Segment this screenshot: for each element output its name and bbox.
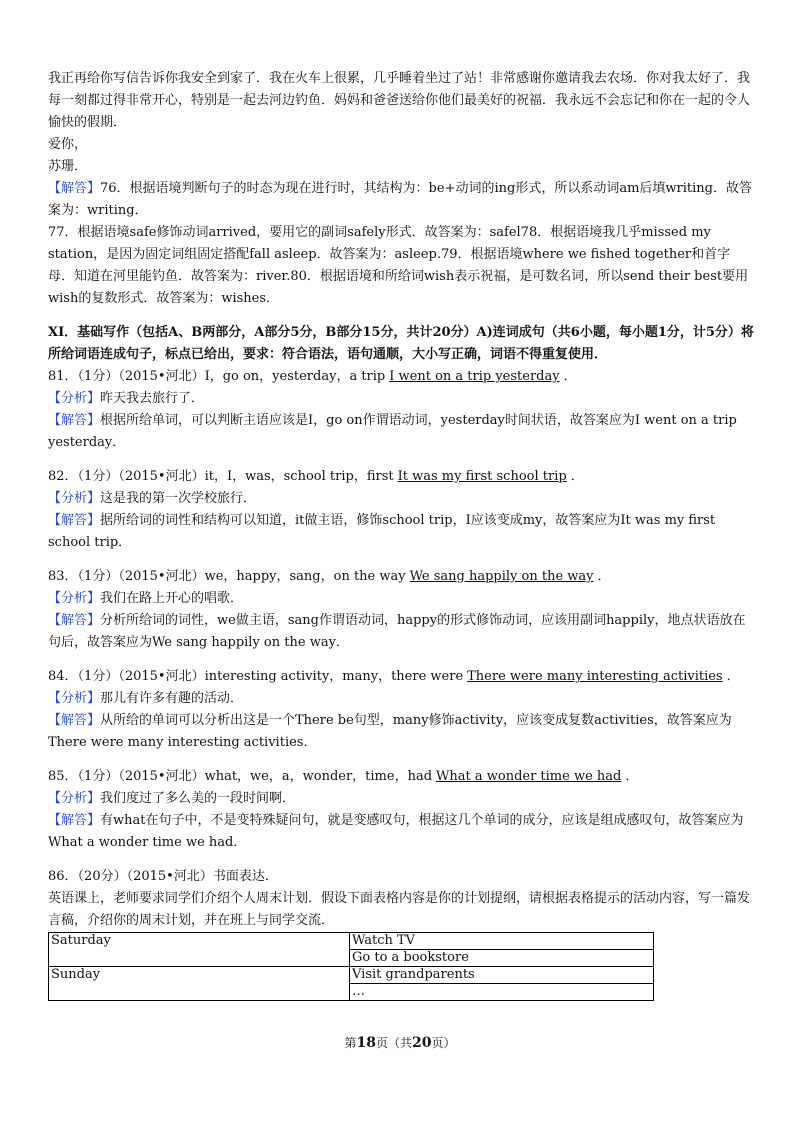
question-prompt: 84．（1分）（2015•河北）interesting activity，many，there were [48,669,464,684]
analysis-tag: 【分析】 [48,691,101,706]
solution-tag: 【解答】 [48,713,101,728]
analysis-tag: 【分析】 [48,791,101,806]
table-cell-day: Saturday [49,933,350,967]
footer-prefix: 第 [344,1036,357,1050]
analysis-82 [48,488,754,510]
question-answer: We sang happily on the way [409,569,594,584]
letter-closing: 爱你， [48,137,88,152]
solution-83 [48,610,754,654]
footer-page-number: 18 [356,1035,376,1051]
solution-text: 据所给词的词性和结构可以知道，it做主语，修饰school trip，I应该变成my，故答案应为It was my first school trip． [48,513,716,550]
analysis-tag: 【分析】 [48,591,101,606]
letter-signature: 苏珊． [48,159,88,174]
answer-76-text: 76．根据语境判断句子的时态为现在进行时，其结构为：be+动词的ing形式，所以系动词am后填writing．故答案为：writing． [48,181,752,218]
table-cell-activity: Go to a bookstore [350,950,654,967]
answer-77-80: 77．根据语境safe修饰动词arrived，要用它的副词safely形式．故答案为：safel78．根据语境我几乎missed my station，是因为固定词组固定搭配fall asleep．故答案为：asleep.79．根据语境where we fished together和首字母．知道在河里能钓鱼．故答案为：river.80．根据语境和所给词wish表示祝福，是可数名词，所以send their best要用wish的复数形式．故答案为：wishes． [48,225,749,306]
analysis-83 [48,588,754,610]
document-page [48,68,754,1001]
solution-text: 有what在句子中，不是变特殊疑问句，就是变感叹句，根据这几个单词的成分，应该是组成感叹句，故答案应为What a wonder time we had． [48,813,744,850]
question-end: ． [563,369,577,384]
question-82 [48,466,754,488]
solution-text: 从所给的单词可以分析出这是一个There be句型，many修饰activity，应该变成复数activities，故答案应为There were many interesting activities． [48,713,732,750]
solution-tag: 【解答】 [48,181,101,196]
question-81 [48,366,754,388]
analysis-text: 那儿有许多有趣的活动． [100,691,244,706]
question-prompt: 85．（1分）（2015•河北）what，we，a，wonder，time，had [48,769,433,784]
analysis-81 [48,388,754,410]
analysis-tag: 【分析】 [48,491,101,506]
question-prompt: 82．（1分）（2015•河北）it，I，was，school trip，first [48,469,394,484]
question-end: ． [597,569,611,584]
table-cell-activity: Watch TV [350,933,654,950]
solution-tag: 【解答】 [48,413,101,428]
analysis-tag: 【分析】 [48,391,101,406]
footer-total-pages: 20 [412,1035,432,1051]
footer-middle: 页（共 [375,1036,412,1050]
solution-84 [48,710,754,754]
question-prompt: 81．（1分）（2015•河北）I，go on，yesterday，a trip [48,369,386,384]
analysis-text: 昨天我去旅行了． [100,391,205,406]
question-end: ． [625,769,639,784]
question-answer: It was my first school trip [397,469,567,484]
solution-82 [48,510,754,554]
table-cell-day: Sunday [49,967,350,1001]
question-83 [48,566,754,588]
question-prompt: 83．（1分）（2015•河北）we，happy，sang，on the way [48,569,406,584]
solution-text: 根据所给单词，可以判断主语应该是I，go on作谓语动词，yesterday时间状语，故答案应为I went on a trip yesterday． [48,413,737,450]
question-86-text: 英语课上，老师要求同学们介绍个人周末计划．假设下面表格内容是你的计划提纲，请根据表格提示的活动内容，写一篇发言稿，介绍你的周末计划，并在班上与同学交流． [48,891,751,928]
solution-tag: 【解答】 [48,813,101,828]
answer-76 [48,178,754,222]
analysis-text: 这是我的第一次学校旅行． [100,491,257,506]
section-title: XI．基础写作（包括A、B两部分，A部分5分，B部分15分，共计20分）A)连词成句（共6小题，每小题1分，计5分）将所给词语连成句子，标点已给出，要求：符合语法，语句通顺，大小写正确，词语不得重复使用． [48,325,754,362]
weekend-plan-table [48,932,654,1001]
question-84 [48,666,754,688]
analysis-text: 我们在路上开心的唱歌． [100,591,244,606]
analysis-84 [48,688,754,710]
question-answer: I went on a trip yesterday [389,369,560,384]
table-row [49,967,654,984]
footer-suffix: 页） [431,1036,456,1050]
solution-text: 分析所给词的词性，we做主语，sang作谓语动词，happy的形式修饰动词，应该用副词happily，地点状语放在句后，故答案应为We sang happily on the way． [48,613,746,650]
solution-85 [48,810,754,854]
question-end: ． [570,469,584,484]
solution-tag: 【解答】 [48,513,101,528]
solution-81 [48,410,754,454]
question-end: ． [726,669,740,684]
page-footer [0,1034,800,1051]
analysis-text: 我们度过了多么美的一段时间啊． [100,791,296,806]
letter-body: 我正再给你写信告诉你我安全到家了．我在火车上很累，几乎睡着坐过了站！非常感谢你邀请我去农场．你对我太好了．我每一刻都过得非常开心，特别是一起去河边钓鱼．妈妈和爸爸送给你他们最美好的祝福．我永远不会忘记和你在一起的令人愉快的假期． [48,71,751,130]
table-cell-activity: Visit grandparents [350,967,654,984]
question-answer: There were many interesting activities [467,669,723,684]
question-answer: What a wonder time we had [436,769,622,784]
solution-tag: 【解答】 [48,613,101,628]
table-cell-activity: … [350,984,654,1001]
analysis-85 [48,788,754,810]
table-row [49,933,654,950]
question-86: 86．（20分）（2015•河北）书面表达． [48,869,278,884]
question-85 [48,766,754,788]
